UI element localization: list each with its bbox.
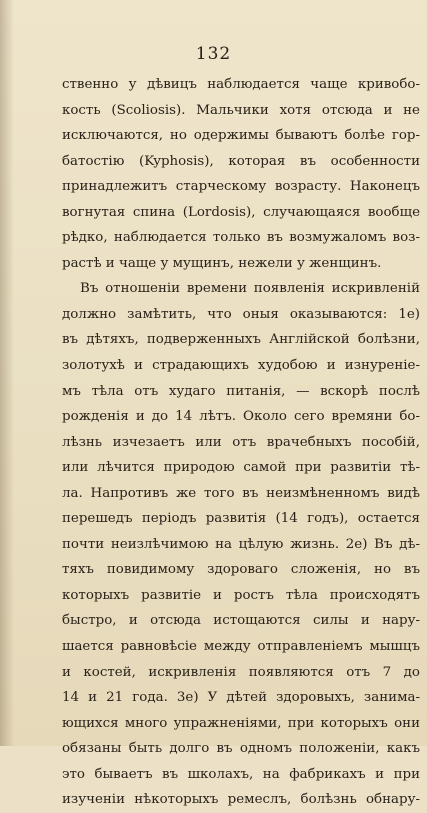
text-line: или лѣчится природою самой при развитіи тѣ- bbox=[62, 460, 420, 476]
text-line: перешедъ періодъ развитія (14 годъ), остается bbox=[62, 511, 420, 527]
text-line: растѣ и чаще у мущинъ, нежели у женщинъ. bbox=[62, 255, 382, 271]
text-line: Въ отношеніи времени появленія искривленій bbox=[80, 281, 420, 297]
text-line: въ дѣтяхъ, подверженныхъ Англійской болѣзни, bbox=[62, 332, 420, 348]
body-text bbox=[62, 72, 420, 813]
page-gutter-shadow bbox=[0, 0, 14, 746]
text-line: ла. Напротивъ же того въ неизмѣненномъ видѣ bbox=[62, 485, 420, 501]
text-line: принадлежитъ старческому возрасту. Наконецъ bbox=[62, 179, 420, 195]
text-line: изученіи нѣкоторыхъ ремеслъ, болѣзнь обнару- bbox=[62, 792, 420, 808]
text-line: вогнутая спина (Lordosis), случающаяся вообще bbox=[62, 204, 420, 220]
text-line: и костей, искривленія появляются отъ 7 до bbox=[62, 664, 420, 680]
text-line: это бываетъ въ школахъ, на фабрикахъ и при bbox=[62, 766, 420, 782]
text-line: мъ тѣла отъ худаго питанія, — вскорѣ послѣ bbox=[62, 383, 420, 399]
text-line: быстро, и отсюда истощаются силы и нару- bbox=[62, 613, 420, 629]
text-line: почти неизлѣчимою на цѣлую жизнь. 2е) Въ дѣ- bbox=[62, 536, 420, 552]
text-line: золотухѣ и страдающихъ худобою и изнуреніе- bbox=[62, 358, 420, 374]
page-number: 132 bbox=[195, 44, 232, 64]
text-line: исключаются, но одержимы бываютъ болѣе гор- bbox=[62, 128, 420, 144]
text-line: ющихся много упражненіями, при которыхъ они bbox=[62, 715, 420, 731]
text-line: шается равновѣсіе между отправленіемъ мышцъ bbox=[62, 639, 420, 655]
text-line: тяхъ повидимому здороваго сложенія, но въ bbox=[62, 562, 420, 578]
text-line: должно замѣтить, что оныя оказываются: 1е) bbox=[62, 306, 420, 322]
text-line: лѣзнь изчезаетъ или отъ врачебныхъ пособій, bbox=[62, 434, 420, 450]
text-line: которыхъ развитіе и ростъ тѣла происходятъ bbox=[62, 587, 420, 603]
text-line: рожденія и до 14 лѣтъ. Около сего времяни бо- bbox=[62, 409, 420, 425]
text-line: 14 и 21 года. 3е) У дѣтей здоровыхъ, занима- bbox=[62, 690, 420, 706]
text-line: батостію (Kyphosis), которая въ особенности bbox=[62, 153, 420, 169]
text-line: кость (Scoliosis). Мальчики хотя отсюда и не bbox=[62, 102, 420, 118]
text-line: рѣдко, наблюдается только въ возмужаломъ воз- bbox=[62, 230, 420, 246]
text-line: ственно у дѣвицъ наблюдается чаще кривобо- bbox=[62, 77, 420, 92]
text-line: обязаны быть долго въ одномъ положеніи, какъ bbox=[62, 741, 420, 757]
